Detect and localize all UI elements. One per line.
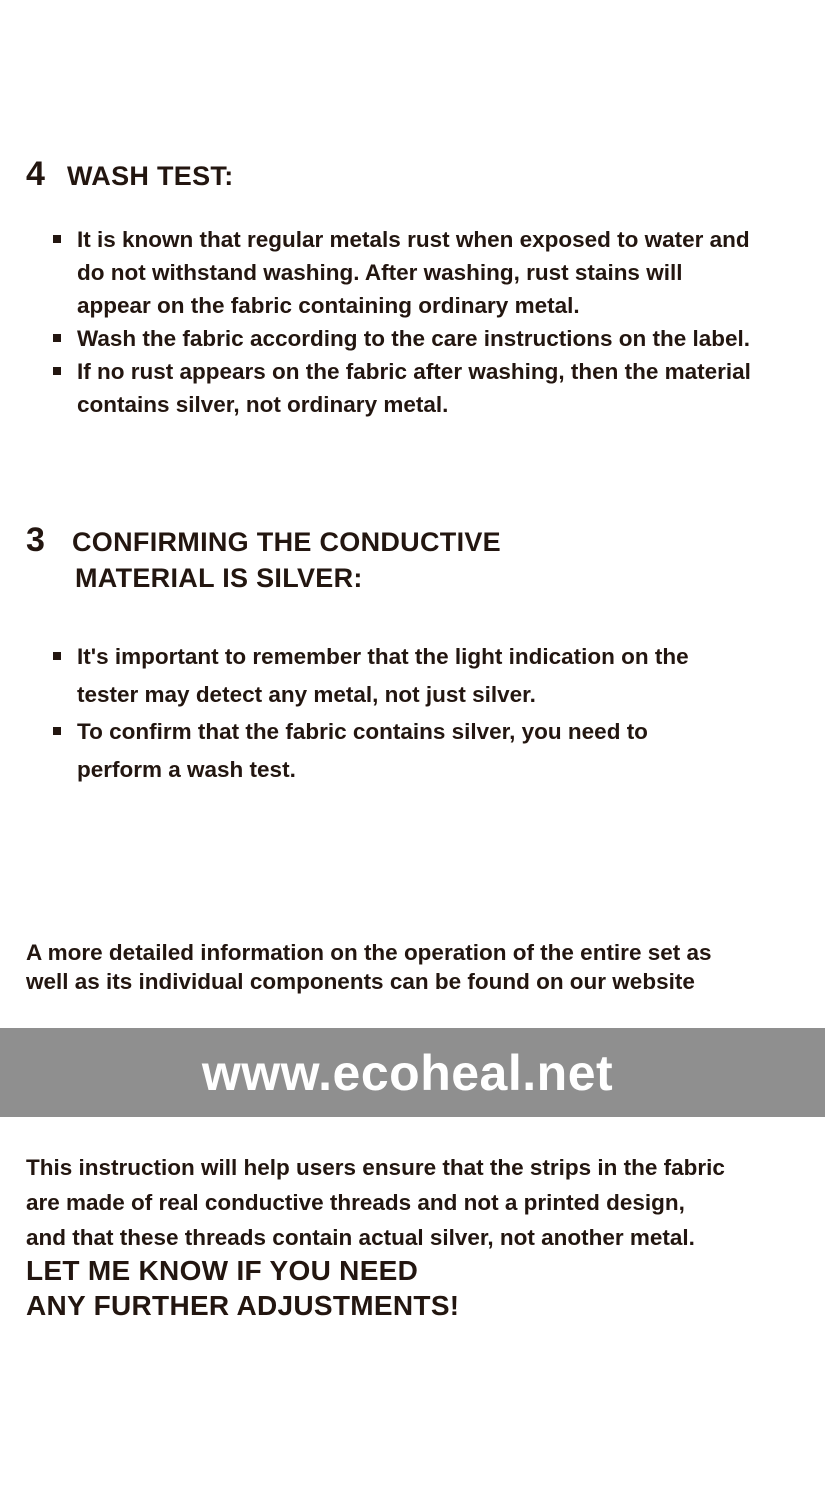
- section-number-silver: 3: [26, 521, 45, 559]
- section-number-wash: 4: [26, 155, 45, 193]
- callout-line: ANY FURTHER ADJUSTMENTS!: [26, 1290, 460, 1321]
- wash-test-list: [52, 223, 757, 421]
- website-info-text: [26, 938, 825, 996]
- info-line: A more detailed information on the operation of the entire set as: [26, 940, 712, 965]
- list-item: If no rust appears on the fabric after washing, then the material contains silver, not ordinary metal.: [52, 355, 757, 421]
- section-title-silver: [72, 524, 501, 597]
- section-title-wash: WASH TEST:: [67, 161, 234, 191]
- info-line: well as its individual components can be found on our website: [26, 969, 695, 994]
- website-banner: [0, 1028, 825, 1117]
- closing-callout: [26, 1253, 459, 1323]
- closing-paragraph: [26, 1150, 816, 1255]
- silver-confirm-list: [52, 638, 727, 788]
- website-url-link[interactable]: www.ecoheal.net: [201, 1044, 614, 1101]
- list-item: Wash the fabric according to the care instructions on the label.: [52, 322, 757, 355]
- list-item: To confirm that the fabric contains silver, you need to perform a wash test.: [52, 713, 727, 788]
- closing-line: This instruction will help users ensure that the strips in the fabric: [26, 1155, 725, 1180]
- callout-line: LET ME KNOW IF YOU NEED: [26, 1255, 419, 1286]
- closing-line: and that these threads contain actual silver, not another metal.: [26, 1225, 695, 1250]
- closing-line: are made of real conductive threads and not a printed design,: [26, 1190, 685, 1215]
- list-item: It's important to remember that the light indication on the tester may detect any metal, not just silver.: [52, 638, 727, 713]
- section-title-line: MATERIAL IS SILVER:: [75, 563, 363, 594]
- list-item: It is known that regular metals rust when exposed to water and do not withstand washing. After washing, rust stains will appear on the fabric containing ordinary metal.: [52, 223, 757, 322]
- section-title-line: CONFIRMING THE CONDUCTIVE: [72, 527, 501, 557]
